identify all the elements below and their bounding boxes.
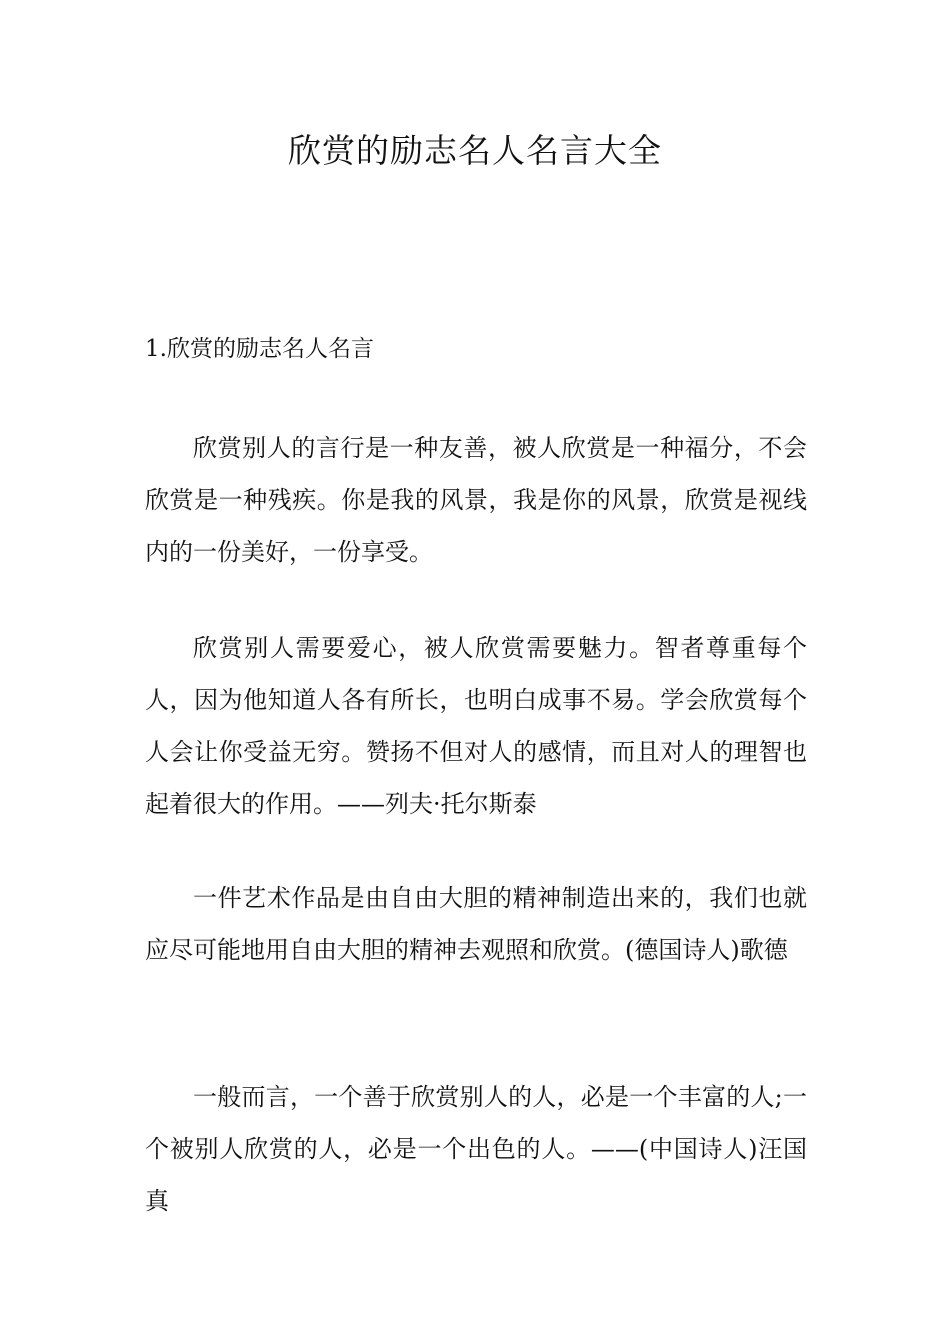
quote-paragraph-4: 一般而言，一个善于欣赏别人的人，必是一个丰富的人;一个被别人欣赏的人，必是一个出色的人。——(中国诗人)汪国真 [145, 1083, 807, 1215]
quote-paragraph-1: 欣赏别人的言行是一种友善，被人欣赏是一种福分，不会欣赏是一种残疾。你是我的风景，我是你的风景，欣赏是视线内的一份美好，一份享受。 [145, 434, 807, 566]
quote-paragraph-3: 一件艺术作品是由自由大胆的精神制造出来的，我们也就应尽可能地用自由大胆的精神去观照和欣赏。(德国诗人)歌德 [145, 884, 807, 964]
quote-paragraph-2: 欣赏别人需要爱心，被人欣赏需要魅力。智者尊重每个人，因为他知道人各有所长，也明白成事不易。学会欣赏每个人会让你受益无穷。赞扬不但对人的感情，而且对人的理智也起着很大的作用。——列夫·托尔斯泰 [145, 634, 807, 818]
document-title: 欣赏的励志名人名言大全 [288, 131, 662, 170]
section-heading: 1.欣赏的励志名人名言 [145, 336, 374, 362]
